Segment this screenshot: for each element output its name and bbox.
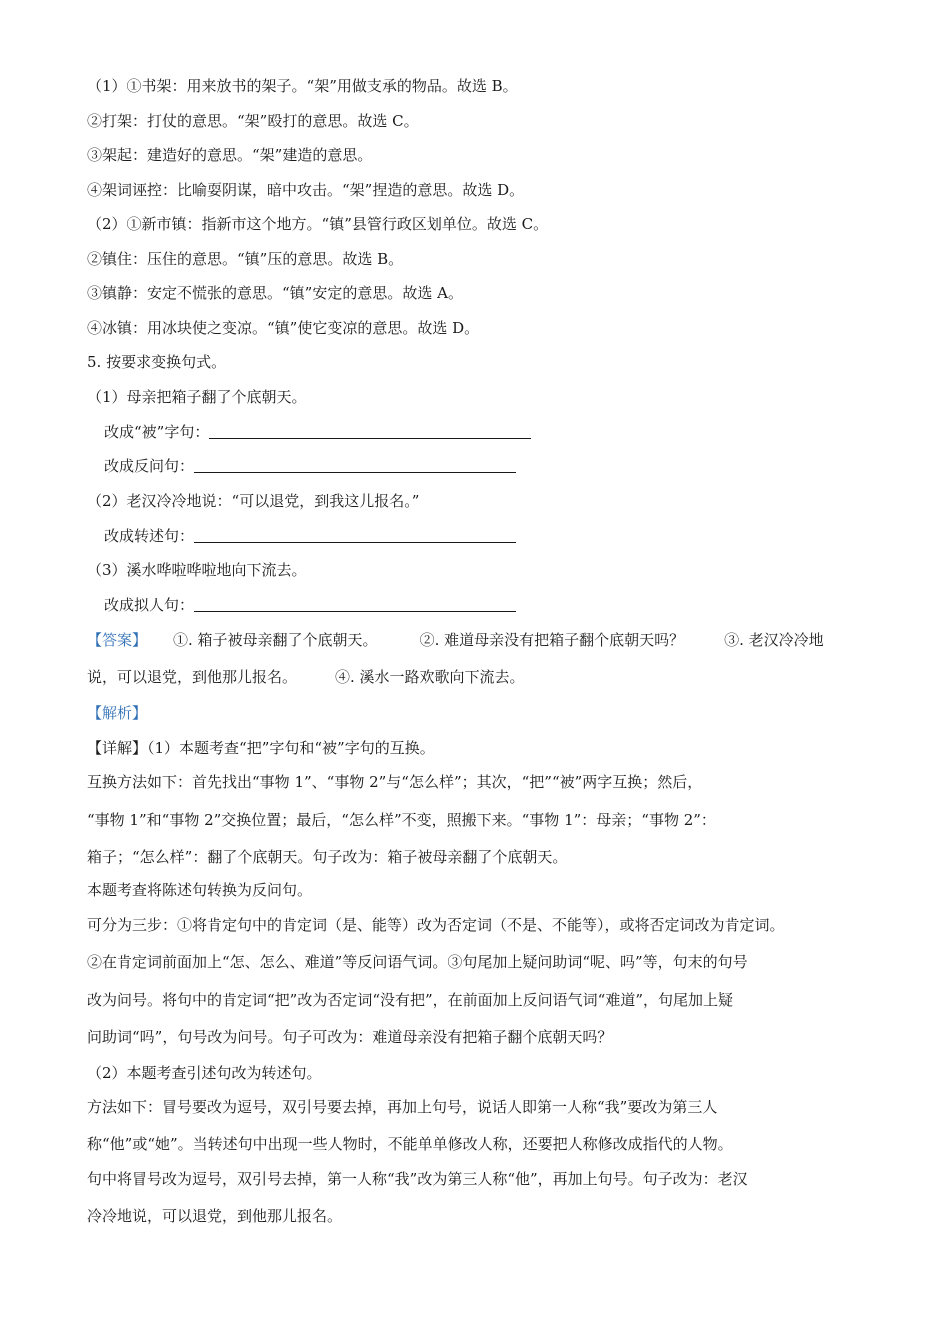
analysis-line: 方法如下：冒号要改为逗号，双引号要去掉，再加上句号，说话人即第一人称“我”要改为第三人 xyxy=(87,1098,718,1116)
answer-blank[interactable] xyxy=(194,457,516,473)
analysis-line: 改为问号。将句中的肯定词“把”改为否定词“没有把”，在前面加上反问语气词“难道”，句尾加上疑 xyxy=(87,991,734,1009)
analysis-line: 问助词“吗”，句号改为问号。句子可改为：难道母亲没有把箱子翻个底朝天吗？ xyxy=(87,1028,613,1046)
rewrite-prompt-bei xyxy=(104,422,531,442)
answer-item: ②. 难道母亲没有把箱子翻个底朝天吗？ xyxy=(419,631,685,649)
analysis-line: 冷冷地说，可以退党，到他那儿报名。 xyxy=(87,1207,343,1225)
prompt-label: 改成反问句： xyxy=(104,457,195,475)
answer-item: ①. 箱子被母亲翻了个底朝天。 xyxy=(173,631,378,649)
analysis-line: 【详解】（1）本题考查“把”字句和“被”字句的互换。 xyxy=(87,739,435,757)
analysis-line: 箱子；“怎么样”：翻了个底朝天。句子改为：箱子被母亲翻了个底朝天。 xyxy=(87,848,568,866)
analysis-line: 本题考查将陈述句转换为反问句。 xyxy=(87,881,313,899)
analysis-line: “事物 1”和“事物 2”交换位置；最后，“怎么样”不变，照搬下来。“事物 1”：母亲；“事物 2”： xyxy=(87,811,716,829)
rewrite-prompt-niren xyxy=(104,595,516,615)
explain-line: （1）①书架：用来放书的架子。“架”用做支承的物品。故选 B。 xyxy=(87,77,518,95)
answer-item: ③. 老汉冷冷地 xyxy=(724,631,824,649)
explain-line: ②打架：打仗的意思。“架”殴打的意思。故选 C。 xyxy=(87,112,419,130)
answer-line xyxy=(87,630,824,650)
answer-blank[interactable] xyxy=(194,596,516,612)
answer-item: ④. 溪水一路欢歌向下流去。 xyxy=(335,668,525,686)
question-sentence: （2）老汉冷冷地说：“可以退党，到我这儿报名。” xyxy=(87,492,420,510)
rewrite-prompt-zhuanshu xyxy=(104,526,516,546)
analysis-line: 称“他”或“她”。当转述句中出现一些人物时，不能单单修改人称，还要把人称修改成指代的人物。 xyxy=(87,1135,733,1153)
analysis-line: 互换方法如下：首先找出“事物 1”、“事物 2”与“怎么样”；其次，“把”“被”两字互换；然后， xyxy=(87,773,703,791)
answer-item: 说，可以退党，到他那儿报名。 xyxy=(87,668,298,686)
analysis-line: ②在肯定词前面加上“怎、怎么、难道”等反问语气词。③句尾加上疑问助词“呢、吗”等，句末的句号 xyxy=(87,953,748,971)
explain-line: ④架词诬控：比喻耍阴谋，暗中攻击。“架”捏造的意思。故选 D。 xyxy=(87,181,525,199)
question-sentence: （1）母亲把箱子翻了个底朝天。 xyxy=(87,388,307,406)
analysis-line: 句中将冒号改为逗号，双引号去掉，第一人称“我”改为第三人称“他”，再加上句号。句子改为：老汉 xyxy=(87,1170,748,1188)
prompt-label: 改成“被”字句： xyxy=(104,423,210,441)
analysis-tag: 【解析】 xyxy=(87,704,148,722)
question-sentence: （3）溪水哗啦哗啦地向下流去。 xyxy=(87,561,307,579)
explain-line: （2）①新市镇：指新市这个地方。“镇”县管行政区划单位。故选 C。 xyxy=(87,215,549,233)
answer-blank[interactable] xyxy=(209,423,531,439)
explain-line: ④冰镇：用冰块使之变凉。“镇”使它变凉的意思。故选 D。 xyxy=(87,319,480,337)
question-title: 5. 按要求变换句式。 xyxy=(87,353,227,371)
rewrite-prompt-fanwen xyxy=(104,456,516,476)
explain-line: ③架起：建造好的意思。“架”建造的意思。 xyxy=(87,146,373,164)
answer-blank[interactable] xyxy=(194,527,516,543)
explain-line: ②镇住：压住的意思。“镇”压的意思。故选 B。 xyxy=(87,250,404,268)
answer-tag: 【答案】 xyxy=(87,631,148,649)
answer-line xyxy=(87,667,525,687)
explain-line: ③镇静：安定不慌张的意思。“镇”安定的意思。故选 A。 xyxy=(87,284,463,302)
analysis-line: （2）本题考查引述句改为转述句。 xyxy=(87,1064,322,1082)
prompt-label: 改成转述句： xyxy=(104,527,195,545)
analysis-line: 可分为三步：①将肯定句中的肯定词（是、能等）改为否定词（不是、不能等），或将否定词改为肯定词。 xyxy=(87,916,785,934)
prompt-label: 改成拟人句： xyxy=(104,596,195,614)
